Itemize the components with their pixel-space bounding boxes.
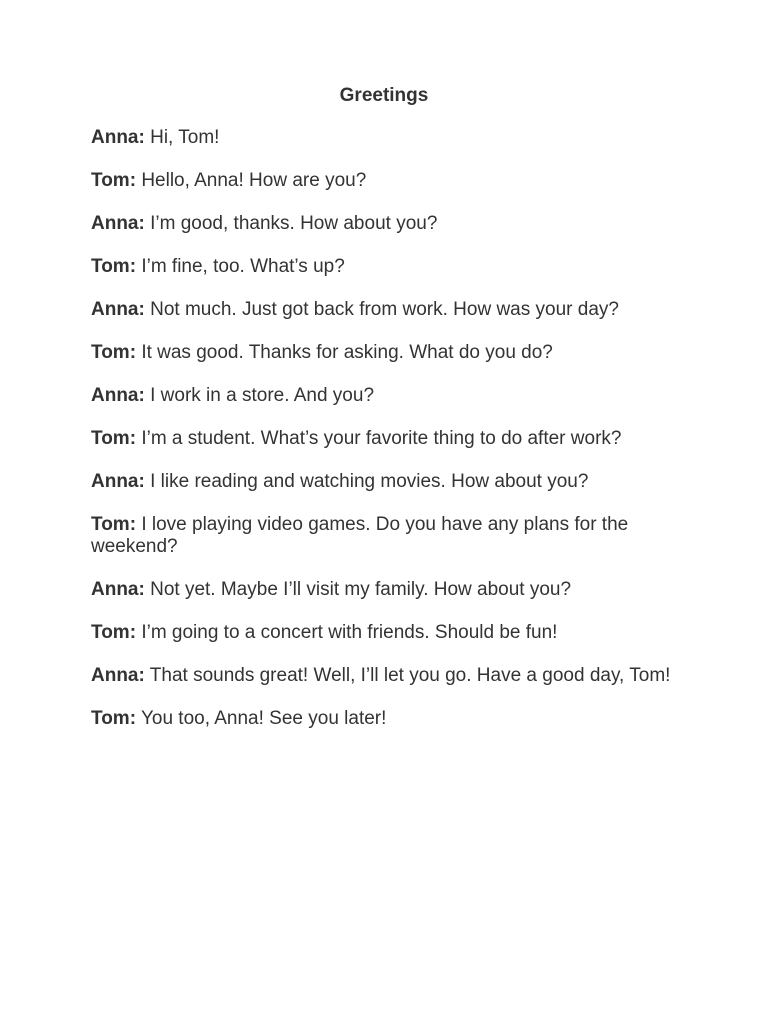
dialogue-text: I work in a store. And you? <box>150 385 375 406</box>
dialogue-line <box>91 127 677 149</box>
dialogue-line <box>91 665 677 687</box>
speaker-name: Tom: <box>91 514 137 535</box>
dialogue-text: Not yet. Maybe I’ll visit my family. How about you? <box>150 578 572 600</box>
dialogue-text: I love playing video games. Do you have any plans for the weekend? <box>91 514 629 557</box>
speaker-name: Anna: <box>91 213 145 234</box>
dialogue-text: I like reading and watching movies. How about you? <box>150 471 589 492</box>
dialogue-text: I’m good, thanks. How about you? <box>150 213 438 234</box>
dialogue-text: I’m going to a concert with friends. Should be fun! <box>141 621 558 643</box>
speaker-name: Anna: <box>91 299 145 320</box>
dialogue <box>91 127 677 729</box>
speaker-name: Anna: <box>91 578 145 600</box>
speaker-name: Tom: <box>91 621 137 643</box>
dialogue-line <box>91 213 677 235</box>
speaker-name: Tom: <box>91 342 137 363</box>
dialogue-text: That sounds great! Well, I’ll let you go. Have a good day, Tom! <box>149 664 671 686</box>
dialogue-line <box>91 622 677 644</box>
dialogue-line <box>91 579 677 601</box>
dialogue-text: Hello, Anna! How are you? <box>141 170 367 191</box>
document-title: Greetings <box>339 85 429 106</box>
dialogue-text: Not much. Just got back from work. How was your day? <box>150 299 619 320</box>
dialogue-text: Hi, Tom! <box>150 127 220 148</box>
speaker-name: Tom: <box>91 707 137 729</box>
dialogue-text: I’m fine, too. What’s up? <box>141 256 345 277</box>
dialogue-line <box>91 428 677 450</box>
dialogue-line <box>91 299 677 321</box>
dialogue-line <box>91 170 677 192</box>
dialogue-text: It was good. Thanks for asking. What do you do? <box>141 342 553 363</box>
speaker-name: Anna: <box>91 471 145 492</box>
dialogue-line <box>91 514 677 557</box>
dialogue-text: You too, Anna! See you later! <box>140 707 387 729</box>
speaker-name: Tom: <box>91 256 137 277</box>
dialogue-line <box>91 708 677 730</box>
dialogue-line <box>91 471 677 493</box>
speaker-name: Anna: <box>91 385 145 406</box>
document-page <box>91 84 677 751</box>
dialogue-text: I’m a student. What’s your favorite thing to do after work? <box>141 428 622 449</box>
dialogue-line <box>91 342 677 364</box>
dialogue-line <box>91 385 677 407</box>
dialogue-line <box>91 256 677 278</box>
speaker-name: Anna: <box>91 664 145 686</box>
speaker-name: Anna: <box>91 127 145 148</box>
speaker-name: Tom: <box>91 428 137 449</box>
speaker-name: Tom: <box>91 170 137 191</box>
